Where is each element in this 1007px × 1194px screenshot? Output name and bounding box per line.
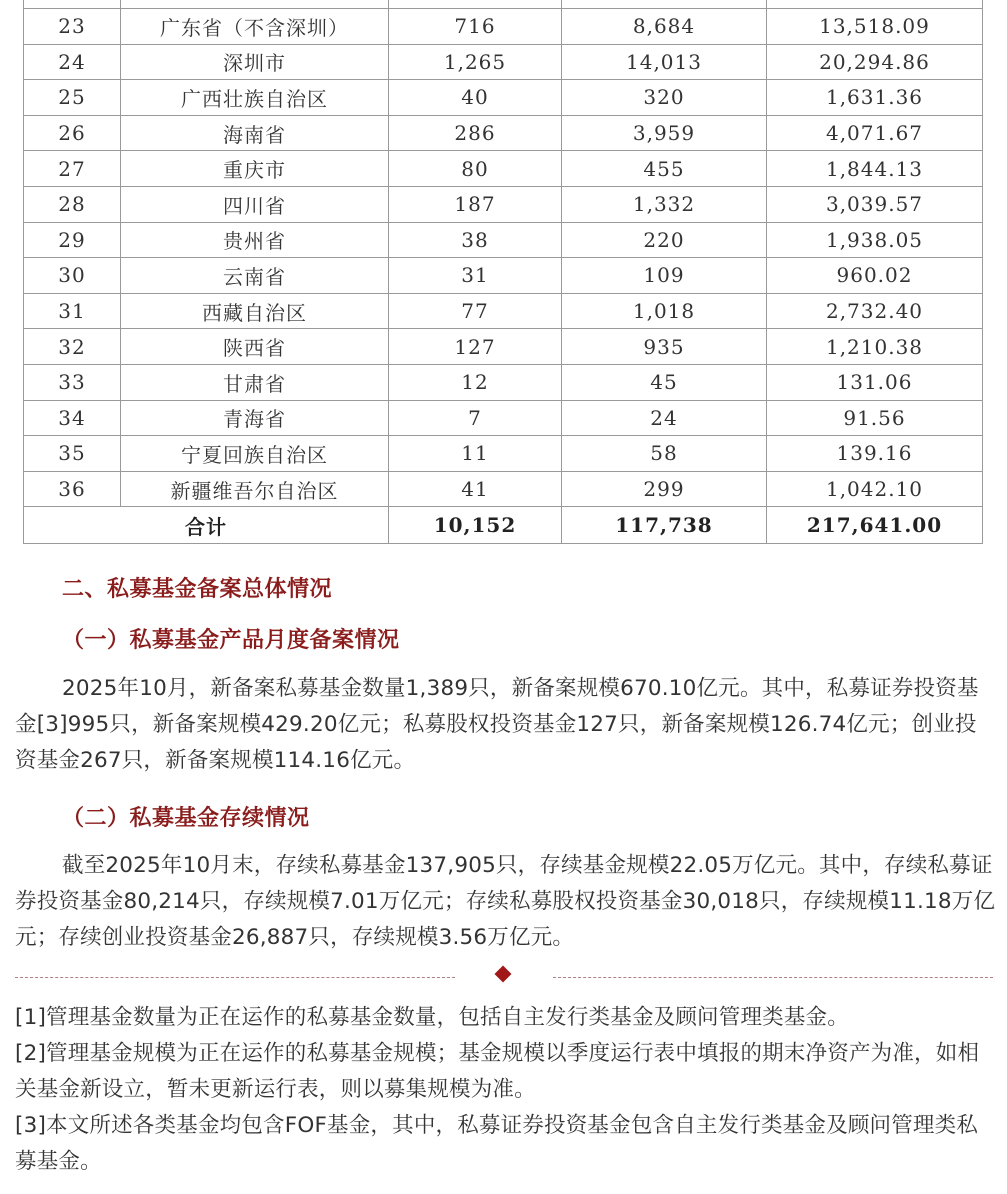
footnote-1: [1]管理基金数量为正在运作的私募基金数量，包括自主发行类基金及顾问管理类基金。 — [15, 1005, 849, 1030]
table-row — [24, 436, 983, 472]
fund-count-cell: 455 — [562, 151, 767, 187]
total-scale-cell: 217,641.00 — [767, 507, 983, 544]
fund-scale-cell: 20,294.86 — [767, 44, 983, 80]
footnote-3: [3]本文所述各类基金均包含FOF基金，其中，私募证券投资基金包含自主发行类基金及顾问管理类私募基金。 — [15, 1113, 979, 1174]
fund-scale-cell: 4,071.67 — [767, 115, 983, 151]
fund-scale-cell: 139.16 — [767, 436, 983, 472]
region-name-cell: 甘肃省 — [121, 364, 389, 400]
region-name-cell: 广东省（不含深圳） — [121, 9, 389, 45]
region-name-cell: 宁夏回族自治区 — [121, 436, 389, 472]
subsection-heading-monthly-filing: （一）私募基金产品月度备案情况 — [62, 628, 400, 653]
manager-count-cell: 1,265 — [389, 44, 562, 80]
fund-count-cell: 109 — [562, 258, 767, 294]
fund-scale-cell: 1,210.38 — [767, 329, 983, 365]
fund-scale-cell: 1,844.13 — [767, 151, 983, 187]
region-name-cell: 四川省 — [121, 186, 389, 222]
region-name-cell: 深圳市 — [121, 44, 389, 80]
row-number-cell: 24 — [24, 44, 121, 80]
fund-count-cell: 1,332 — [562, 186, 767, 222]
manager-count-cell: 286 — [389, 115, 562, 151]
fund-scale-cell: 91.56 — [767, 400, 983, 436]
fund-scale-cell: 1,042.10 — [767, 471, 983, 507]
table-row — [24, 9, 983, 45]
manager-count-cell: 38 — [389, 222, 562, 258]
table-body — [24, 0, 983, 544]
region-name-cell: 贵州省 — [121, 222, 389, 258]
row-number-cell: 36 — [24, 471, 121, 507]
table-row — [24, 364, 983, 400]
row-number-cell: 25 — [24, 80, 121, 116]
table-total-row — [24, 507, 983, 544]
table-row — [24, 151, 983, 187]
table-row — [24, 80, 983, 116]
fund-scale-cell: 3,039.57 — [767, 186, 983, 222]
table-row — [24, 186, 983, 222]
manager-count-cell: 80 — [389, 151, 562, 187]
fund-scale-cell: 960.02 — [767, 258, 983, 294]
table-row — [24, 293, 983, 329]
manager-count-cell: 716 — [389, 9, 562, 45]
footnote-2: [2]管理基金规模为正在运作的私募基金规模；基金规模以季度运行表中填报的期末净资产为准，如相关基金新设立，暂未更新运行表，则以募集规模为准。 — [15, 1041, 980, 1102]
manager-count-cell: 40 — [389, 80, 562, 116]
region-name-cell: 云南省 — [121, 258, 389, 294]
row-number-cell: 29 — [24, 222, 121, 258]
fund-count-cell: 45 — [562, 364, 767, 400]
table-row — [24, 222, 983, 258]
subsection-heading-outstanding: （二）私募基金存续情况 — [62, 806, 310, 831]
manager-count-cell: 41 — [389, 471, 562, 507]
row-number-cell: 34 — [24, 400, 121, 436]
table-row — [24, 400, 983, 436]
row-number-cell: 32 — [24, 329, 121, 365]
manager-count-cell: 31 — [389, 258, 562, 294]
manager-count-cell: 11 — [389, 436, 562, 472]
fund-count-cell: 8,684 — [562, 9, 767, 45]
total-managers-cell: 10,152 — [389, 507, 562, 544]
table-row — [24, 115, 983, 151]
paragraph-outstanding: 截至2025年10月末，存续私募基金137,905只，存续基金规模22.05万亿元。其中，存续私募证券投资基金80,214只，存续规模7.01万亿元；存续私募股权投资基金30,018只，存续规模11.18万亿元；存续创业投资基金26,887只，存续规模3.56万亿元。 — [15, 853, 996, 950]
fund-count-cell: 1,018 — [562, 293, 767, 329]
region-name-cell: 陕西省 — [121, 329, 389, 365]
row-number-cell: 33 — [24, 364, 121, 400]
fund-count-cell: 3,959 — [562, 115, 767, 151]
fund-scale-cell: 13,518.09 — [767, 9, 983, 45]
table-row — [24, 258, 983, 294]
region-name-cell: 新疆维吾尔自治区 — [121, 471, 389, 507]
fund-count-cell: 14,013 — [562, 44, 767, 80]
region-name-cell: 海南省 — [121, 115, 389, 151]
table-row — [24, 329, 983, 365]
manager-count-cell: 77 — [389, 293, 562, 329]
region-name-cell: 重庆市 — [121, 151, 389, 187]
fund-count-cell: 320 — [562, 80, 767, 116]
fund-count-cell: 58 — [562, 436, 767, 472]
region-name-cell: 广西壮族自治区 — [121, 80, 389, 116]
section-heading: 二、私募基金备案总体情况 — [62, 577, 333, 602]
table-row — [24, 44, 983, 80]
fund-count-cell: 935 — [562, 329, 767, 365]
row-number-cell: 30 — [24, 258, 121, 294]
fund-scale-cell: 1,938.05 — [767, 222, 983, 258]
row-number-cell: 23 — [24, 9, 121, 45]
section-divider — [15, 963, 993, 983]
footnotes — [15, 1000, 997, 1180]
fund-count-cell: 220 — [562, 222, 767, 258]
fund-scale-cell: 131.06 — [767, 364, 983, 400]
manager-count-cell: 187 — [389, 186, 562, 222]
fund-scale-cell: 2,732.40 — [767, 293, 983, 329]
fund-count-cell: 299 — [562, 471, 767, 507]
region-name-cell: 青海省 — [121, 400, 389, 436]
fund-count-cell: 24 — [562, 400, 767, 436]
table-row — [24, 471, 983, 507]
paragraph-monthly-filing: 2025年10月，新备案私募基金数量1,389只，新备案规模670.10亿元。其中，私募证券投资基金[3]995只，新备案规模429.20亿元；私募股权投资基金127只，新备案规模126.74亿元；创业投资基金267只，新备案规模114.16亿元。 — [15, 676, 979, 773]
row-number-cell: 35 — [24, 436, 121, 472]
region-stats-table — [23, 0, 983, 544]
region-name-cell: 西藏自治区 — [121, 293, 389, 329]
region-stats-table-wrap — [23, 0, 982, 544]
divider-line-right — [553, 977, 993, 978]
manager-count-cell: 7 — [389, 400, 562, 436]
manager-count-cell: 127 — [389, 329, 562, 365]
total-funds-cell: 117,738 — [562, 507, 767, 544]
row-number-cell: 28 — [24, 186, 121, 222]
manager-count-cell: 12 — [389, 364, 562, 400]
diamond-icon — [495, 966, 512, 983]
fund-scale-cell: 1,631.36 — [767, 80, 983, 116]
row-number-cell: 26 — [24, 115, 121, 151]
divider-line-left — [15, 977, 455, 978]
total-label-cell: 合计 — [24, 507, 389, 544]
row-number-cell: 31 — [24, 293, 121, 329]
row-number-cell: 27 — [24, 151, 121, 187]
table-row-partial — [24, 0, 983, 9]
